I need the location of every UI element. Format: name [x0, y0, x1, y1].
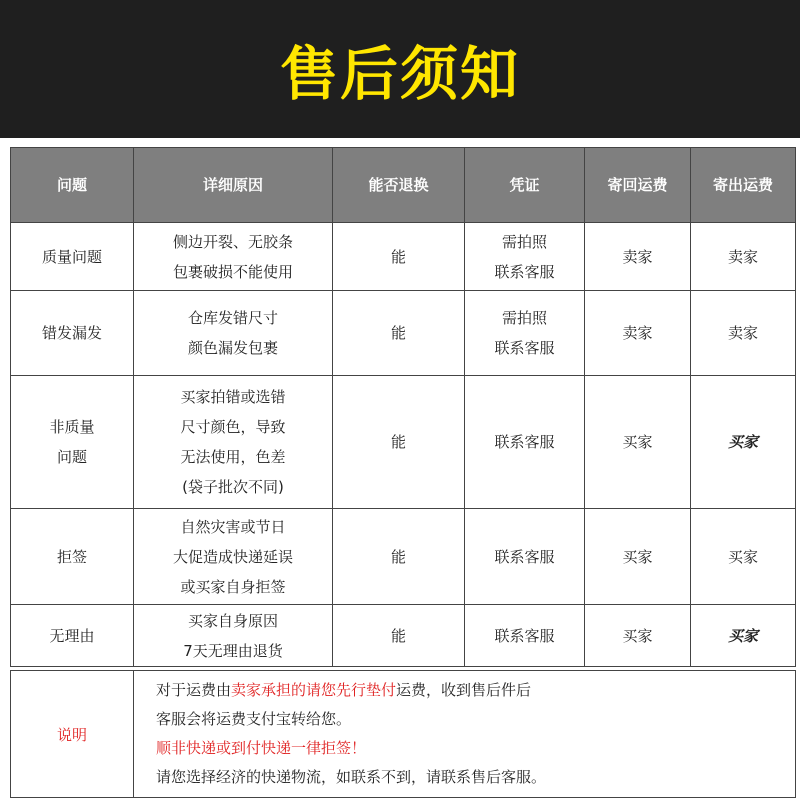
- return-fee-cell: 买家: [585, 376, 691, 509]
- table-row: [11, 509, 796, 605]
- issue-cell: 拒签: [11, 509, 134, 605]
- notice-body: [134, 671, 796, 798]
- reason-cell: 买家自身原因 7天无理由退货: [134, 605, 333, 667]
- col-header-issue: 问题: [11, 148, 134, 223]
- returnable-cell: 能: [333, 376, 465, 509]
- table-row: [11, 605, 796, 667]
- proof-cell: 联系客服: [465, 376, 585, 509]
- reason-cell: 仓库发错尺寸 颜色漏发包裹: [134, 291, 333, 376]
- send-fee-cell: 买家: [691, 509, 796, 605]
- send-fee-cell: 买家: [691, 376, 796, 509]
- send-fee-cell: 卖家: [691, 223, 796, 291]
- col-header-proof: 凭证: [465, 148, 585, 223]
- table-header-row: [11, 148, 796, 223]
- returnable-cell: 能: [333, 223, 465, 291]
- notice-row: [11, 671, 796, 798]
- table-row: [11, 376, 796, 509]
- col-header-return-fee: 寄回运费: [585, 148, 691, 223]
- proof-cell: 联系客服: [465, 605, 585, 667]
- issue-cell: 无理由: [11, 605, 134, 667]
- proof-cell: 需拍照 联系客服: [465, 223, 585, 291]
- notice-line-1: 对于运费由卖家承担的请您先行垫付运费，收到售后件后: [156, 681, 532, 699]
- issue-cell: 质量问题: [11, 223, 134, 291]
- col-header-returnable: 能否退换: [333, 148, 465, 223]
- notice-line-3: 顺非快递或到付快递一律拒签！: [156, 739, 367, 757]
- return-fee-cell: 买家: [585, 509, 691, 605]
- reason-cell: 侧边开裂、无胶条 包裹破损不能使用: [134, 223, 333, 291]
- page-title: 售后须知: [279, 40, 520, 108]
- return-fee-cell: 买家: [585, 605, 691, 667]
- send-fee-cell: 卖家: [691, 291, 796, 376]
- return-fee-cell: 卖家: [585, 291, 691, 376]
- notice-line-2: 客服会将运费支付宝转给您。: [156, 710, 352, 728]
- proof-cell: 需拍照 联系客服: [465, 291, 585, 376]
- returnable-cell: 能: [333, 605, 465, 667]
- issue-cell: 非质量 问题: [11, 376, 134, 509]
- notice-label: 说明: [11, 671, 134, 798]
- col-header-reason: 详细原因: [134, 148, 333, 223]
- returnable-cell: 能: [333, 509, 465, 605]
- proof-cell: 联系客服: [465, 509, 585, 605]
- after-sales-table: [10, 147, 796, 667]
- header-banner: [0, 0, 800, 138]
- issue-cell: 错发漏发: [11, 291, 134, 376]
- reason-cell: 买家拍错或选错 尺寸颜色，导致 无法使用，色差 (袋子批次不同): [134, 376, 333, 509]
- col-header-send-fee: 寄出运费: [691, 148, 796, 223]
- table-row: [11, 291, 796, 376]
- reason-cell: 自然灾害或节日 大促造成快递延误 或买家自身拒签: [134, 509, 333, 605]
- return-fee-cell: 卖家: [585, 223, 691, 291]
- notice-table: [10, 670, 796, 798]
- table-row: [11, 223, 796, 291]
- notice-line-4: 请您选择经济的快递物流，如联系不到，请联系售后客服。: [156, 768, 547, 786]
- returnable-cell: 能: [333, 291, 465, 376]
- send-fee-cell: 买家: [691, 605, 796, 667]
